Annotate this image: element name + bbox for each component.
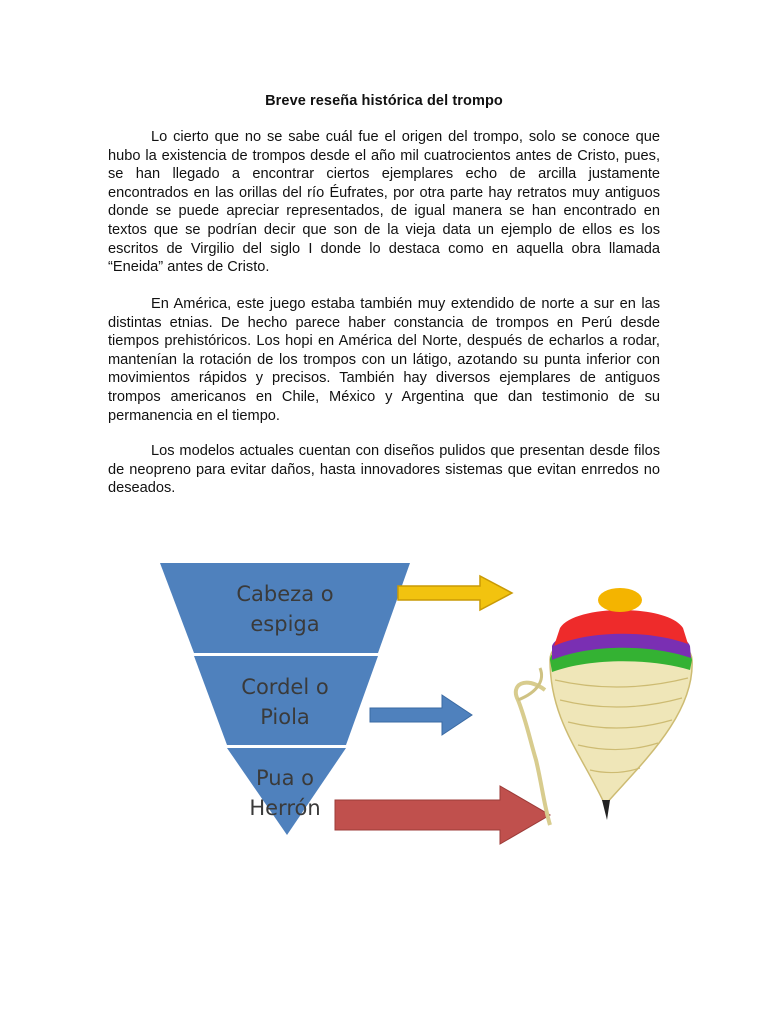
- paragraph-origin: Lo cierto que no se sabe cuál fue el origen del trompo, solo se conoce que hubo la existencia de trompos desde el año mil cuatrocientos antes de Cristo, pues, se han llegado a encontrar ciertos ejemplares echo de arcilla justamente encontrados en las orillas del río Éufrates, por otra parte hay retratos muy antiguos donde se puede apreciar representados, de igual manera se han encontrado en textos que se podrían decir que son de la vieja data un ejemplo de ellos es los escritos de Virgilio del siglo I donde lo destaca como en aquella obra llamada “Eneida” antes de Cristo.: [108, 129, 660, 276]
- segment-label-cord-line1: Cordel o: [241, 675, 329, 699]
- arrow-cord-icon: [370, 695, 472, 735]
- triangle-segment-head: [160, 563, 410, 653]
- segment-label-head-line1: Cabeza o: [236, 582, 334, 606]
- arrow-head-icon: [398, 576, 512, 610]
- segment-label-head-line2: espiga: [250, 612, 320, 636]
- segment-label-tip-line2: Herrón: [249, 796, 321, 820]
- segment-label-cord-line2: Piola: [260, 705, 310, 729]
- arrow-tip-icon: [335, 786, 550, 844]
- document-title: Breve reseña histórica del trompo: [265, 93, 503, 109]
- paragraph-america: En América, este juego estaba también muy extendido de norte a sur en las distintas etnias. De hecho parece haber constancia de trompos en Perú desde tiempos prehistóricos. Los hopi en América del Norte, después de echarlos a rodar, mantenían la rotación de los trompos con un látigo, azotando su punta inferior con movimientos rápidos y precisos. También hay diversos ejemplares de antiguos trompos americanos en Chile, México y Argentina que dan testimonio de su permanencia en el tiempo.: [108, 296, 660, 424]
- triangle-segment-tip: [227, 748, 346, 835]
- triangle-segment-cord: [194, 656, 378, 745]
- spinning-top-diagram: [150, 550, 710, 850]
- diagram-canvas: [150, 550, 710, 850]
- spinning-top-icon: [516, 588, 692, 825]
- segment-label-tip-line1: Pua o: [256, 766, 314, 790]
- paragraph-modern: Los modelos actuales cuentan con diseños pulidos que presentan desde filos de neopreno para evitar daños, hasta innovadores sistemas que evitan enrredos no deseados.: [108, 443, 660, 497]
